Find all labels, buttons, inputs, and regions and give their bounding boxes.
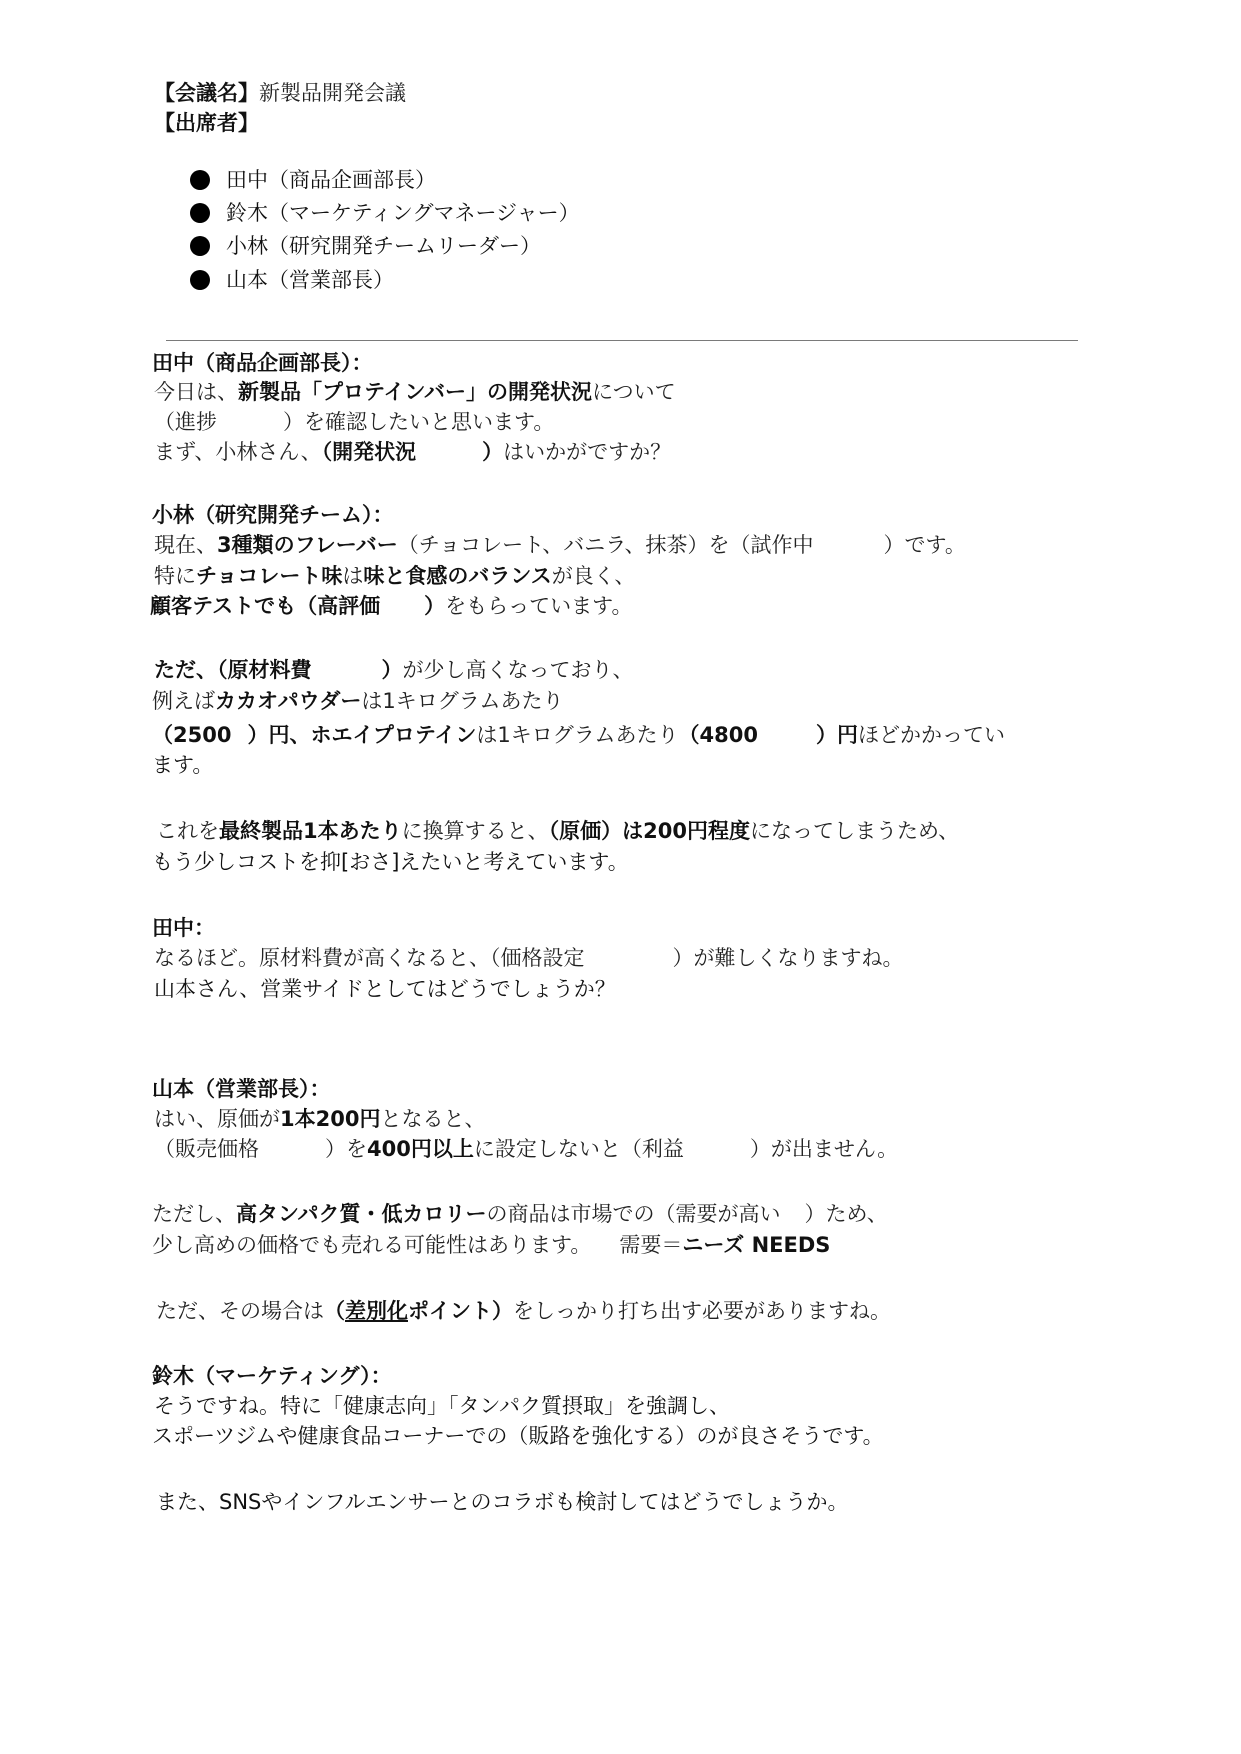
bullet-icon xyxy=(190,236,210,256)
speaker-tanaka: 田中（商品企画部長）： xyxy=(152,351,373,375)
dialogue-line: 特にチョコレート味は味と食感のバランスが良く、 xyxy=(154,564,636,588)
speaker-kobayashi: 小林（研究開発チーム）： xyxy=(152,503,394,527)
dialogue-line: はい、原価が1本200円となると、 xyxy=(154,1107,486,1131)
attendee-item: 鈴木（マーケティングマネージャー） xyxy=(226,201,580,225)
dialogue-line: ただ、（原材料費 ）が少し高くなっており、 xyxy=(154,658,634,682)
dialogue-line: （2500 ）円、ホエイプロテインは1キログラムあたり（4800 ）円ほどかかってい xyxy=(152,723,1005,747)
speaker-tanaka: 田中： xyxy=(152,916,215,940)
meeting-name-value: 新製品開発会議 xyxy=(259,81,406,105)
dialogue-line: ます。 xyxy=(152,753,214,777)
dialogue-line: 少し高めの価格でも売れる可能性はあります。 需要＝ニーズ NEEDS xyxy=(152,1233,831,1257)
bullet-icon xyxy=(190,170,210,190)
dialogue-line: ただし、高タンパク質・低カロリーの商品は市場での（需要が高い ）ため、 xyxy=(152,1202,888,1226)
dialogue-line: もう少しコストを抑[おさ]えたいと考えています。 xyxy=(152,850,629,874)
dialogue-line: 顧客テストでも（高評価 ）をもらっています。 xyxy=(150,594,633,618)
dialogue-line: スポーツジムや健康食品コーナーでの（販路を強化する）のが良さそうです。 xyxy=(152,1424,884,1448)
dialogue-line: 例えばカカオパウダーは1キログラムあたり xyxy=(152,689,564,713)
meeting-name-label: 【会議名】 xyxy=(154,81,259,105)
dialogue-line: まず、小林さん、（開発状況 ）はいかがですか？ xyxy=(154,440,672,464)
dialogue-line: そうですね。特に「健康志向」「タンパク質摂取」を強調し、 xyxy=(154,1394,731,1418)
attendee-item: 山本（営業部長） xyxy=(226,268,394,292)
speaker-suzuki: 鈴木（マーケティング）： xyxy=(152,1364,392,1388)
dialogue-line: 今日は、新製品「プロテインバー」の開発状況について xyxy=(154,380,676,404)
dialogue-line: これを最終製品1本あたりに換算すると、（原価）は200円程度になってしまうため、 xyxy=(156,819,960,843)
dialogue-line: （進捗 ）を確認したいと思います。 xyxy=(154,410,555,434)
attendees-label: 【出席者】 xyxy=(154,111,259,135)
bullet-icon xyxy=(190,203,210,223)
attendee-item: 小林（研究開発チームリーダー） xyxy=(226,234,541,258)
dialogue-line: 山本さん、営業サイドとしてはどうでしょうか？ xyxy=(154,977,616,1001)
dialogue-line: 現在、3種類のフレーバー（チョコレート、バニラ、抹茶）を（試作中 ）です。 xyxy=(154,533,966,557)
bullet-icon xyxy=(190,270,210,290)
attendees-heading xyxy=(154,108,259,138)
dialogue-line: ただ、その場合は（差別化ポイント）をしっかり打ち出す必要がありますね。 xyxy=(156,1299,891,1323)
speaker-yamamoto: 山本（営業部長）： xyxy=(152,1077,331,1101)
dialogue-line: （販売価格 ）を400円以上に設定しないと（利益 ）が出ません。 xyxy=(154,1137,899,1161)
section-divider xyxy=(166,340,1078,341)
meeting-name-line xyxy=(154,78,406,108)
dialogue-line: なるほど。原材料費が高くなると、（価格設定 ）が難しくなりますね。 xyxy=(154,946,904,970)
dialogue-line: また、SNSやインフルエンサーとのコラボも検討してはどうでしょうか。 xyxy=(156,1490,849,1514)
attendee-item: 田中（商品企画部長） xyxy=(226,168,436,192)
